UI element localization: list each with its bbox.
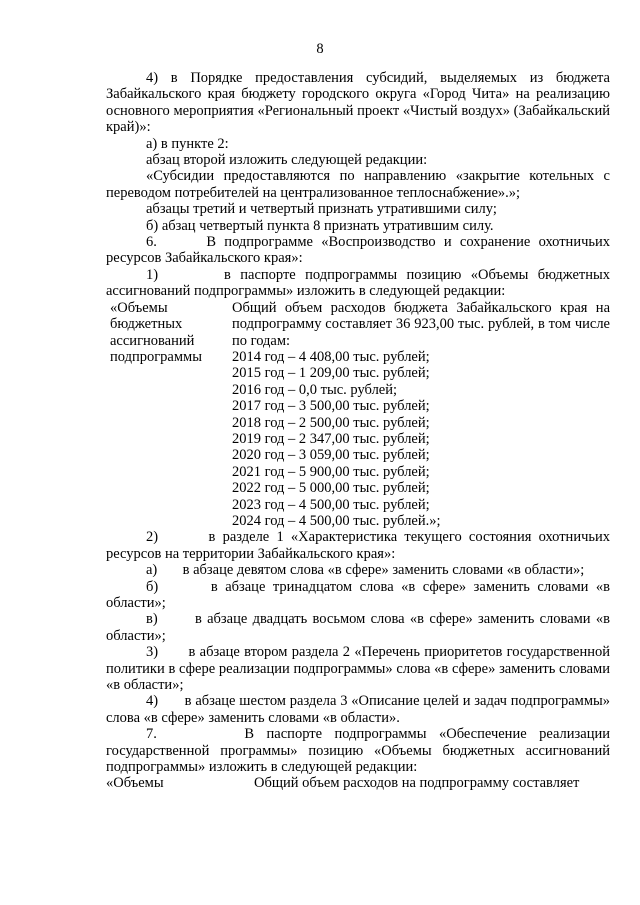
- year-line: 2020 год – 3 059,00 тыс. рублей;: [232, 447, 430, 464]
- page-number: 8: [316, 41, 324, 57]
- year-line: 2022 год – 5 000,00 тыс. рублей;: [232, 480, 430, 497]
- year-line: 2023 год – 4 500,00 тыс. рублей;: [232, 496, 430, 513]
- year-line: 2021 год – 5 900,00 тыс. рублей;: [232, 463, 430, 480]
- year-line: 2016 год – 0,0 тыс. рублей;: [232, 381, 398, 398]
- paragraph: б) в абзаце тринадцатом слова «в сфере» заменить словами «в области»;: [106, 578, 614, 611]
- paragraph: а) в абзаце девятом слова «в сфере» заменить словами «в области»;: [146, 562, 585, 579]
- paragraph: 7. В паспорте подпрограммы «Обеспечение реализации государственной программы» позицию «Объемы бюджетных ассигнований подпрограммы» изложить в следующей редакции:: [106, 726, 614, 776]
- table-label-line: подпрограммы: [110, 348, 202, 365]
- paragraph: 6. В подпрограмме «Воспроизводство и сохранение охотничьих ресурсов Забайкальского края»:: [106, 234, 614, 267]
- budget-table-content: [232, 300, 610, 530]
- paragraph: «Субсидии предоставляются по направлению «закрытие котельных с переводом потребителей на централизованное теплоснабжение».»;: [106, 168, 610, 201]
- budget-intro: Общий объем расходов бюджета Забайкальского края на подпрограмму составляет 36 923,00 тыс. рублей, в том числе по годам:: [232, 299, 610, 349]
- year-line: 2019 год – 2 347,00 тыс. рублей;: [232, 430, 430, 447]
- year-line: 2024 год – 4 500,00 тыс. рублей.»;: [232, 512, 441, 529]
- paragraph: абзац второй изложить следующей редакции:: [146, 152, 428, 169]
- budget-table: [106, 300, 610, 530]
- year-line: 2014 год – 4 408,00 тыс. рублей;: [232, 348, 430, 365]
- paragraph: в) в абзаце двадцать восьмом слова «в сфере» заменить словами «в области»;: [106, 611, 614, 644]
- document-body: [106, 70, 614, 792]
- budget-table-2: [106, 775, 610, 791]
- table-label-line: ассигнований: [110, 332, 195, 349]
- paragraph: 3) в абзаце втором раздела 2 «Перечень приоритетов государственной политики в сфере реализации подпрограммы» слова «в сфере» заменить словами «в области»;: [106, 644, 614, 694]
- paragraph: а) в пункте 2:: [146, 135, 229, 152]
- paragraph: б) абзац четвертый пункта 8 признать утратившим силу.: [146, 217, 494, 234]
- budget-table-label: [106, 300, 232, 530]
- budget-table-2-label: «Объемы: [106, 775, 164, 792]
- year-line: 2015 год – 1 209,00 тыс. рублей;: [232, 365, 430, 382]
- paragraph: 1) в паспорте подпрограммы позицию «Объемы бюджетных ассигнований подпрограммы» изложить в следующей редакции:: [106, 266, 614, 300]
- paragraph: 2) в разделе 1 «Характеристика текущего состояния охотничьих ресурсов на территории Забайкальского края»:: [106, 529, 614, 562]
- table-label-line: бюджетных: [110, 316, 183, 333]
- table-label-line: «Объемы: [110, 299, 168, 316]
- paragraph: 4) в Порядке предоставления субсидий, выделяемых из бюджета Забайкальского края бюджету городского округа «Город Чита» на реализацию основного мероприятия «Региональный проект «Чистый воздух» (Забайкальский край)»:: [106, 70, 610, 136]
- budget-table-2-content: Общий объем расходов на подпрограмму составляет: [254, 775, 580, 792]
- year-line: 2017 год – 3 500,00 тыс. рублей;: [232, 398, 430, 415]
- paragraph: абзацы третий и четвертый признать утратившими силу;: [146, 201, 497, 218]
- paragraph: 4) в абзаце шестом раздела 3 «Описание целей и задач подпрограммы» слова «в сфере» заменить словами «в области».: [106, 693, 614, 726]
- year-line: 2018 год – 2 500,00 тыс. рублей;: [232, 414, 430, 431]
